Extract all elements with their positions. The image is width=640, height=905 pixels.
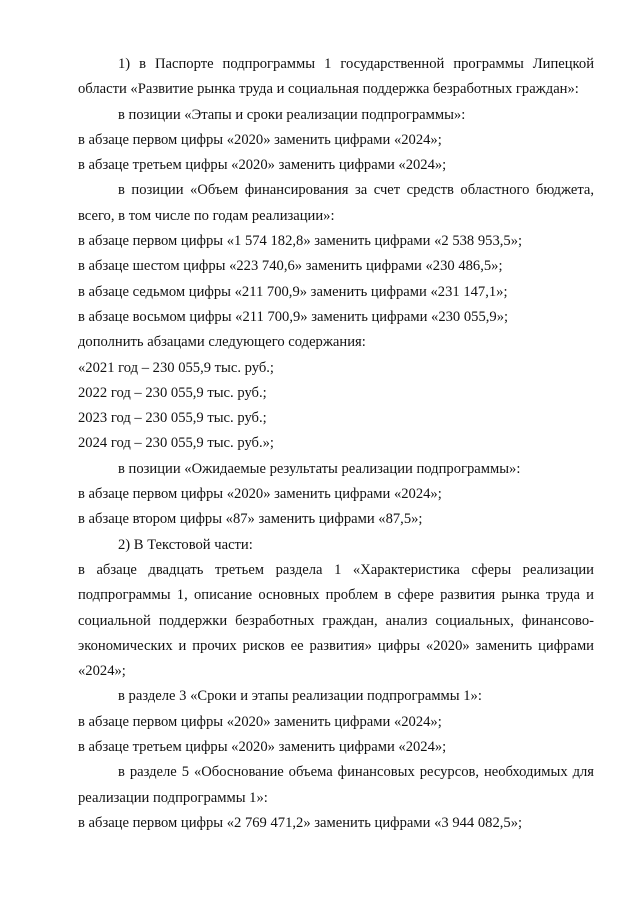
paragraph-amendment: в абзаце первом цифры «2 769 471,2» заменить цифрами «3 944 082,5»;	[78, 814, 523, 831]
paragraph-amendment: в абзаце третьем цифры «2020» заменить цифрами «2024»;	[78, 157, 447, 174]
paragraph-text-part-heading: 2) В Текстовой части:	[118, 536, 253, 553]
paragraph-amendment: в абзаце первом цифры «2020» заменить цифрами «2024»;	[78, 486, 442, 503]
paragraph-year-amount: 2024 год – 230 055,9 тыс. руб.»;	[78, 435, 274, 452]
paragraph-amendment: в абзаце первом цифры «2020» заменить цифрами «2024»;	[78, 713, 442, 730]
paragraph-position-stages: в позиции «Этапы и сроки реализации подпрограммы»:	[118, 106, 466, 123]
paragraph-section-3: в разделе 3 «Сроки и этапы реализации подпрограммы 1»:	[118, 688, 482, 705]
paragraph-amendment: в абзаце восьмом цифры «211 700,9» заменить цифрами «230 055,9»;	[78, 308, 509, 325]
paragraph-passport-intro: 1) в Паспорте подпрограммы 1 государственной программы Липецкой области «Развитие рынка труда и социальная поддержка безработных граждан»:	[78, 56, 594, 98]
paragraph-amendment: в абзаце шестом цифры «223 740,6» заменить цифрами «230 486,5»;	[78, 258, 503, 275]
paragraph-amendment: в абзаце первом цифры «2020» заменить цифрами «2024»;	[78, 131, 442, 148]
document-page	[78, 52, 594, 836]
paragraph-amendment: в абзаце третьем цифры «2020» заменить цифрами «2024»;	[78, 739, 447, 756]
paragraph-section-5: в разделе 5 «Обоснование объема финансовых ресурсов, необходимых для реализации подпрограммы 1»:	[78, 764, 594, 806]
paragraph-section-1-amendment: в абзаце двадцать третьем раздела 1 «Характеристика сферы реализации подпрограммы 1, описание основных проблем в сфере развития рынка труда и социальной поддержки безработных граждан, анализ социальных, финансово-экономических и прочих рисков ее развития» цифры «2020» заменить цифрами «2024»;	[78, 561, 594, 680]
paragraph-year-amount: 2022 год – 230 055,9 тыс. руб.;	[78, 384, 267, 401]
paragraph-amendment: в абзаце седьмом цифры «211 700,9» заменить цифрами «231 147,1»;	[78, 283, 508, 300]
paragraph-position-results: в позиции «Ожидаемые результаты реализации подпрограммы»:	[118, 460, 521, 477]
paragraph-year-amount: 2023 год – 230 055,9 тыс. руб.;	[78, 410, 267, 427]
paragraph-year-amount: «2021 год – 230 055,9 тыс. руб.;	[78, 359, 274, 376]
paragraph-supplement-intro: дополнить абзацами следующего содержания:	[78, 334, 366, 351]
paragraph-amendment: в абзаце втором цифры «87» заменить цифрами «87,5»;	[78, 511, 423, 528]
paragraph-amendment: в абзаце первом цифры «1 574 182,8» заменить цифрами «2 538 953,5»;	[78, 233, 523, 250]
paragraph-position-financing: в позиции «Объем финансирования за счет средств областного бюджета, всего, в том числе по годам реализации»:	[78, 182, 594, 224]
